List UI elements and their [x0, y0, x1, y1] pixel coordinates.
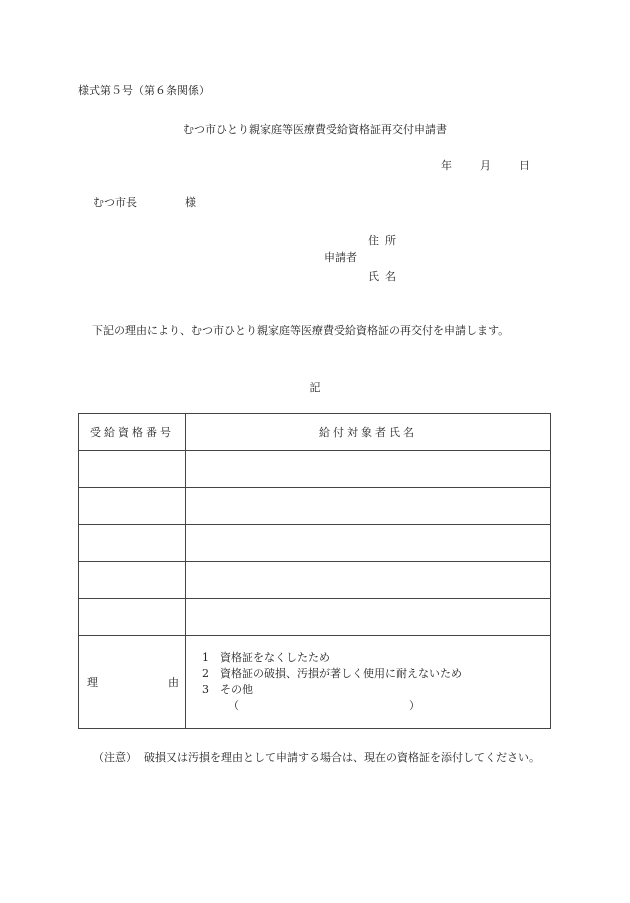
recipient-line: [93, 194, 196, 210]
day-label: 日: [519, 159, 530, 172]
table-row: [79, 451, 551, 488]
eligibility-number-cell[interactable]: [79, 488, 186, 525]
honorific-label: 様: [185, 196, 196, 209]
month-label: 月: [480, 159, 491, 172]
year-label: 年: [441, 159, 452, 172]
beneficiary-name-header: 給付対象者氏名: [186, 414, 551, 451]
name-label: 氏名: [368, 270, 402, 283]
mayor-label: むつ市長: [93, 196, 137, 209]
application-table: [78, 413, 551, 729]
beneficiary-name-cell[interactable]: [186, 451, 551, 488]
reason-options-cell: [186, 636, 551, 729]
table-row: [79, 525, 551, 562]
note-label: （注意）: [93, 751, 137, 764]
note-text: 破損又は汚損を理由として申請する場合は、現在の資格証を添付してください。: [144, 751, 540, 764]
note: [93, 749, 540, 765]
eligibility-number-cell[interactable]: [79, 599, 186, 636]
eligibility-number-header: 受給資格番号: [79, 414, 186, 451]
reason-option-lost[interactable]: 1 資格証をなくしたため: [202, 651, 330, 664]
document-title: むつ市ひとり親家庭等医療費受給資格証再交付申請書: [183, 123, 447, 136]
beneficiary-name-cell[interactable]: [186, 488, 551, 525]
eligibility-number-cell[interactable]: [79, 451, 186, 488]
request-text: 下記の理由により、むつ市ひとり親家庭等医療費受給資格証の再交付を申請します。: [92, 324, 510, 337]
table-row: [79, 562, 551, 599]
form-number: 様式第５号（第６条関係）: [78, 84, 210, 97]
applicant-label: 申請者: [324, 251, 357, 264]
beneficiary-name-cell[interactable]: [186, 599, 551, 636]
eligibility-number-cell[interactable]: [79, 562, 186, 599]
table-header-row: [79, 414, 551, 451]
table-row: [79, 599, 551, 636]
other-reason-field[interactable]: （ ）: [228, 699, 420, 712]
reason-option-damaged[interactable]: 2 資格証の破損、汚損が著しく使用に耐えないため: [202, 667, 462, 680]
beneficiary-name-cell[interactable]: [186, 562, 551, 599]
eligibility-number-cell[interactable]: [79, 525, 186, 562]
beneficiary-name-cell[interactable]: [186, 525, 551, 562]
reason-label-cell: [79, 636, 186, 729]
reason-row: [79, 636, 551, 729]
address-label: 住所: [368, 234, 402, 247]
reason-option-other[interactable]: 3 その他: [202, 683, 253, 696]
date-line: [441, 157, 530, 173]
reason-label-left: 理: [87, 676, 98, 689]
ki-heading: 記: [309, 381, 321, 394]
reason-label-right: 由: [168, 676, 179, 689]
table-row: [79, 488, 551, 525]
